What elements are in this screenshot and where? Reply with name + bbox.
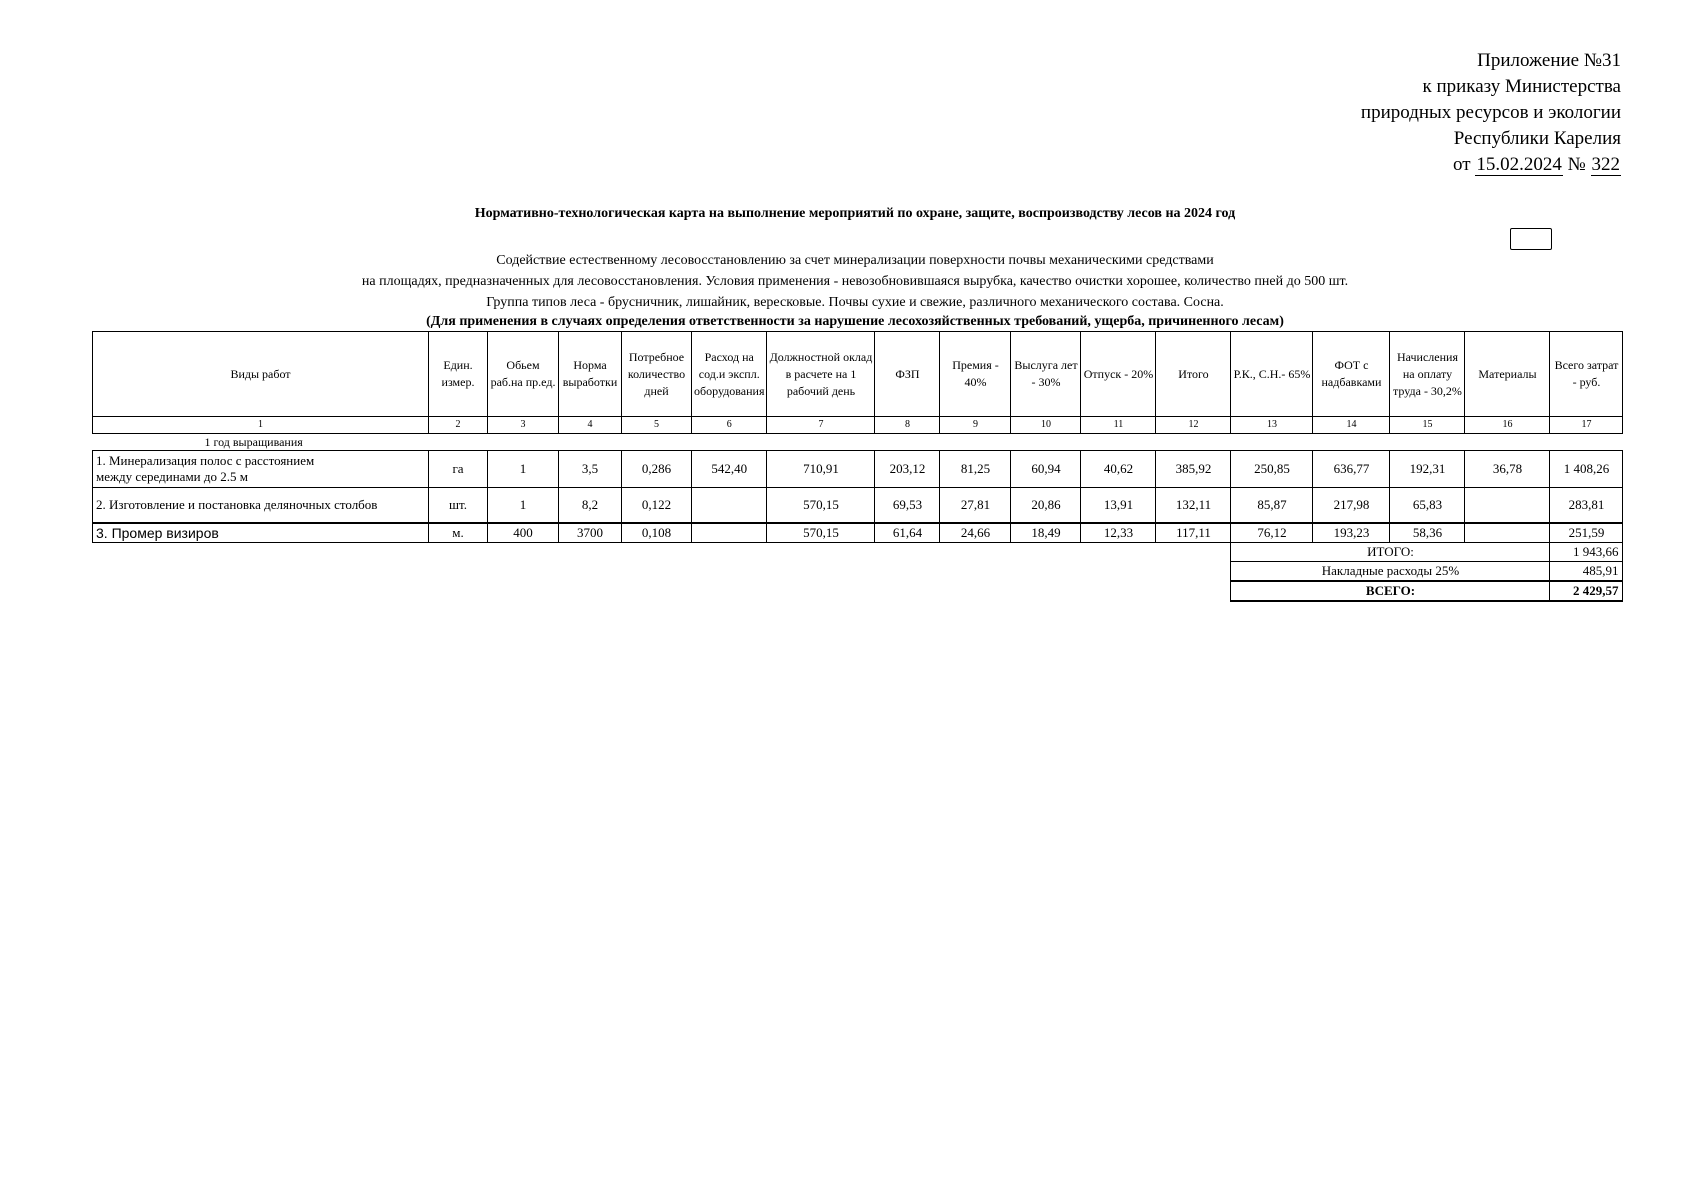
table-cell: 24,66 (940, 523, 1011, 543)
work-name: 3. Промер визиров (93, 523, 429, 543)
table-cell: 81,25 (940, 451, 1011, 488)
header-cell: Выслуга лет - 30% (1011, 332, 1081, 417)
header-cell: ФОТ с надбавками (1313, 332, 1390, 417)
table-row (93, 523, 1623, 543)
applicability-note: (Для применения в случаях определения ответственности за нарушение лесохозяйственных требований, ущерба, причиненного лесам) (426, 314, 1284, 329)
work-name-line: 1. Минерализация полос с расстоянием (96, 453, 315, 468)
vsego-row (93, 581, 1623, 601)
itogo-label: ИТОГО: (1231, 543, 1550, 562)
table-cell: 192,31 (1390, 451, 1465, 488)
description-line-1: Содействие естественному лесовосстановлению за счет минерализации поверхности почвы механическими средствами (496, 253, 1214, 268)
table-cell (692, 523, 767, 543)
appendix-block (1361, 48, 1621, 178)
empty-box (1510, 228, 1552, 250)
header-cell: Обьем раб.на пр.ед. (488, 332, 559, 417)
table-cell: 283,81 (1550, 488, 1623, 524)
column-number: 2 (429, 417, 488, 434)
column-number-row (93, 417, 1623, 434)
vsego-label: ВСЕГО: (1231, 581, 1550, 601)
table-cell: 0,122 (622, 488, 692, 524)
table-cell: 400 (488, 523, 559, 543)
document-title: Нормативно-технологическая карта на выполнение мероприятий по охране, защите, воспроизводству лесов на 2024 год (474, 206, 1236, 221)
order-number: 322 (1591, 154, 1620, 175)
table-cell: 18,49 (1011, 523, 1081, 543)
table-cell: 0,286 (622, 451, 692, 488)
column-number: 10 (1011, 417, 1081, 434)
header-cell: Отпуск - 20% (1081, 332, 1156, 417)
column-number: 9 (940, 417, 1011, 434)
table-cell: 20,86 (1011, 488, 1081, 524)
column-number: 16 (1465, 417, 1550, 434)
column-number: 7 (767, 417, 875, 434)
column-number: 5 (622, 417, 692, 434)
group-label: 1 год выращивания (204, 435, 303, 449)
column-number: 13 (1231, 417, 1313, 434)
table-row (93, 488, 1623, 524)
header-cell: Всего затрат - руб. (1550, 332, 1623, 417)
table-cell: 61,64 (875, 523, 940, 543)
table-cell: 8,2 (559, 488, 622, 524)
table-row (93, 451, 1623, 488)
column-number: 8 (875, 417, 940, 434)
table-cell (1465, 523, 1550, 543)
table-cell: 1 (488, 451, 559, 488)
table-cell: га (429, 451, 488, 488)
overhead-row (93, 562, 1623, 582)
header-cell: Виды работ (93, 332, 429, 417)
table-cell: 76,12 (1231, 523, 1313, 543)
table-cell: 36,78 (1465, 451, 1550, 488)
table-cell (692, 488, 767, 524)
vsego-value: 2 429,57 (1550, 581, 1623, 601)
header-cell: Материалы (1465, 332, 1550, 417)
itogo-value: 1 943,66 (1550, 543, 1623, 562)
group-row (93, 434, 1623, 451)
table-cell: 636,77 (1313, 451, 1390, 488)
header-cell: Норма выработки (559, 332, 622, 417)
table-cell: 710,91 (767, 451, 875, 488)
header-cell: Должностной оклад в расчете на 1 рабочий день (767, 332, 875, 417)
appendix-line-3: природных ресурсов и экологии (1360, 102, 1621, 123)
appendix-line-2: к приказу Министерства (1422, 76, 1621, 97)
header-cell: ФЗП (875, 332, 940, 417)
table-cell: 69,53 (875, 488, 940, 524)
header-cell: Премия - 40% (940, 332, 1011, 417)
column-number: 12 (1156, 417, 1231, 434)
column-number: 6 (692, 417, 767, 434)
table-cell: 203,12 (875, 451, 940, 488)
table-cell (1465, 488, 1550, 524)
date-prefix: от (1453, 154, 1471, 175)
table-cell: 58,36 (1390, 523, 1465, 543)
cost-table (92, 331, 1623, 602)
table-cell: 40,62 (1081, 451, 1156, 488)
table-cell: 251,59 (1550, 523, 1623, 543)
number-prefix: № (1567, 154, 1586, 175)
column-number: 15 (1390, 417, 1465, 434)
table-cell: 385,92 (1156, 451, 1231, 488)
header-cell: Итого (1156, 332, 1231, 417)
header-cell: Начисления на оплату труда - 30,2% (1390, 332, 1465, 417)
table-cell: 217,98 (1313, 488, 1390, 524)
table-cell: 117,11 (1156, 523, 1231, 543)
header-cell: Един. измер. (429, 332, 488, 417)
column-number: 3 (488, 417, 559, 434)
order-date: 15.02.2024 (1476, 154, 1562, 175)
table-cell: шт. (429, 488, 488, 524)
header-cell: Расход на сод.и экспл. оборудования (692, 332, 767, 417)
table-cell: 65,83 (1390, 488, 1465, 524)
table-cell: 570,15 (767, 523, 875, 543)
column-number: 4 (559, 417, 622, 434)
appendix-date-line (1361, 152, 1621, 178)
table-cell: 27,81 (940, 488, 1011, 524)
table-cell: 85,87 (1231, 488, 1313, 524)
table-cell: 3,5 (559, 451, 622, 488)
table-cell: 193,23 (1313, 523, 1390, 543)
column-number: 17 (1550, 417, 1623, 434)
table-cell: 132,11 (1156, 488, 1231, 524)
table-cell: 250,85 (1231, 451, 1313, 488)
header-row (93, 332, 1623, 417)
table-cell: 542,40 (692, 451, 767, 488)
column-number: 1 (93, 417, 429, 434)
table-cell: 1 408,26 (1550, 451, 1623, 488)
description-line-3: Группа типов леса - брусничник, лишайник, вересковые. Почвы сухие и свежие, различного механического состава. Сосна. (486, 295, 1224, 310)
overhead-label: Накладные расходы 25% (1231, 562, 1550, 582)
table-cell: м. (429, 523, 488, 543)
appendix-line-4: Республики Карелия (1453, 128, 1621, 149)
table-cell: 3700 (559, 523, 622, 543)
itogo-row (93, 543, 1623, 562)
overhead-value: 485,91 (1550, 562, 1623, 582)
table-cell: 12,33 (1081, 523, 1156, 543)
description-line-2: на площадях, предназначенных для лесовосстановления. Условия применения - невозобновившаяся вырубка, качество очистки хорошее, количество пней до 500 шт. (361, 274, 1349, 289)
table-cell: 60,94 (1011, 451, 1081, 488)
table-cell: 570,15 (767, 488, 875, 524)
work-name: 2. Изготовление и постановка деляночных столбов (93, 488, 429, 524)
table-cell: 0,108 (622, 523, 692, 543)
table-cell: 1 (488, 488, 559, 524)
appendix-line-1: Приложение №31 (1477, 50, 1621, 71)
column-number: 14 (1313, 417, 1390, 434)
column-number: 11 (1081, 417, 1156, 434)
work-name-line: между серединами до 2.5 м (96, 469, 248, 484)
header-cell: Р.К., С.Н.- 65% (1231, 332, 1313, 417)
header-cell: Потребное количество дней (622, 332, 692, 417)
work-name (93, 451, 429, 488)
table-cell: 13,91 (1081, 488, 1156, 524)
